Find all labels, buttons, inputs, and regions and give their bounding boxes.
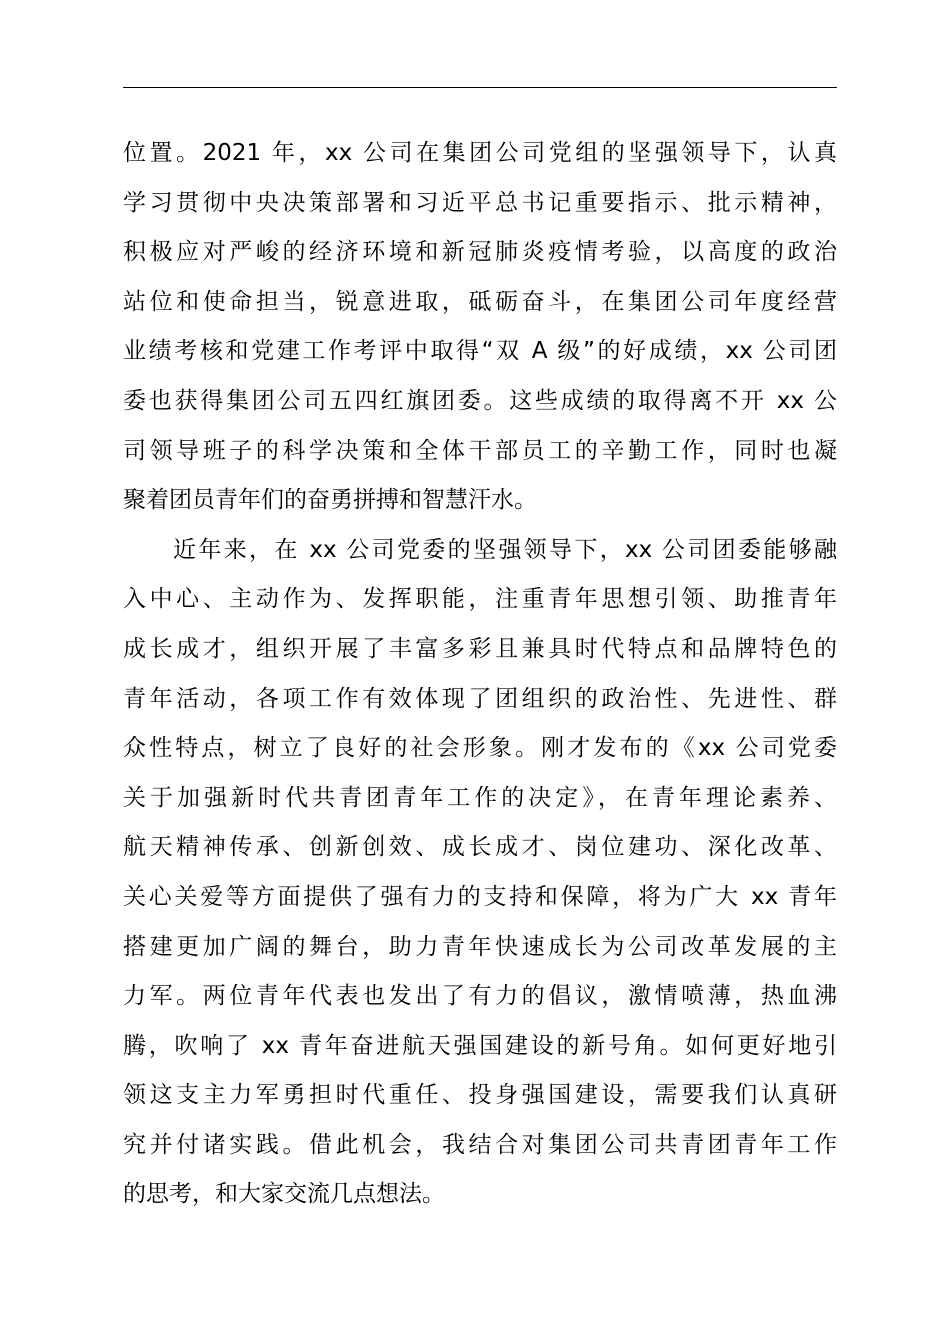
text-line: 入中心、主动作为、发挥职能，注重青年思想引领、助推青年 xyxy=(123,586,837,613)
text-line: 搭建更加广阔的舞台，助力青年快速成长为公司改革发展的主 xyxy=(123,933,837,960)
text-line: 近年来，在 xx 公司党委的坚强领导下，xx 公司团委能够融 xyxy=(173,536,837,563)
paragraph-1 xyxy=(123,129,837,526)
text-line: 众性特点，树立了良好的社会形象。刚才发布的《xx 公司党委 xyxy=(123,735,837,762)
text-line: 力军。两位青年代表也发出了有力的倡议，激情喷薄，热血沸 xyxy=(123,983,837,1010)
header-rule xyxy=(123,87,837,88)
text-line: 腾，吹响了 xx 青年奋进航天强国建设的新号角。如何更好地引 xyxy=(123,1032,837,1059)
text-line: 司领导班子的科学决策和全体干部员工的辛勤工作，同时也凝 xyxy=(123,437,837,464)
text-line: 究并付诸实践。借此机会，我结合对集团公司共青团青年工作 xyxy=(123,1131,837,1158)
text-line: 委也获得集团公司五四红旗团委。这些成绩的取得离不开 xx 公 xyxy=(123,387,837,414)
text-line: 青年活动，各项工作有效体现了团组织的政治性、先进性、群 xyxy=(123,685,837,712)
document-body xyxy=(123,129,837,1220)
text-line: 业绩考核和党建工作考评中取得“双 A 级”的好成绩，xx 公司团 xyxy=(123,338,837,365)
text-line: 领这支主力军勇担时代重任、投身强国建设，需要我们认真研 xyxy=(123,1082,837,1109)
text-line: 关心关爱等方面提供了强有力的支持和保障，将为广大 xx 青年 xyxy=(123,883,837,910)
text-line: 关于加强新时代共青团青年工作的决定》，在青年理论素养、 xyxy=(123,784,837,811)
text-line: 位置。2021 年，xx 公司在集团公司党组的坚强领导下，认真 xyxy=(123,140,837,166)
text-line: 站位和使命担当，锐意进取，砥砺奋斗，在集团公司年度经营 xyxy=(123,288,837,315)
text-line: 成长成才，组织开展了丰富多彩且兼具时代特点和品牌特色的 xyxy=(123,635,837,662)
paragraph-2 xyxy=(123,526,837,1220)
text-line: 的思考，和大家交流几点想法。 xyxy=(123,1181,445,1208)
text-line: 航天精神传承、创新创效、成长成才、岗位建功、深化改革、 xyxy=(123,834,837,861)
text-line: 积极应对严峻的经济环境和新冠肺炎疫情考验，以高度的政治 xyxy=(123,239,837,266)
text-line: 学习贯彻中央决策部署和习近平总书记重要指示、批示精神， xyxy=(123,189,837,216)
text-line: 聚着团员青年们的奋勇拼搏和智慧汗水。 xyxy=(123,487,537,514)
